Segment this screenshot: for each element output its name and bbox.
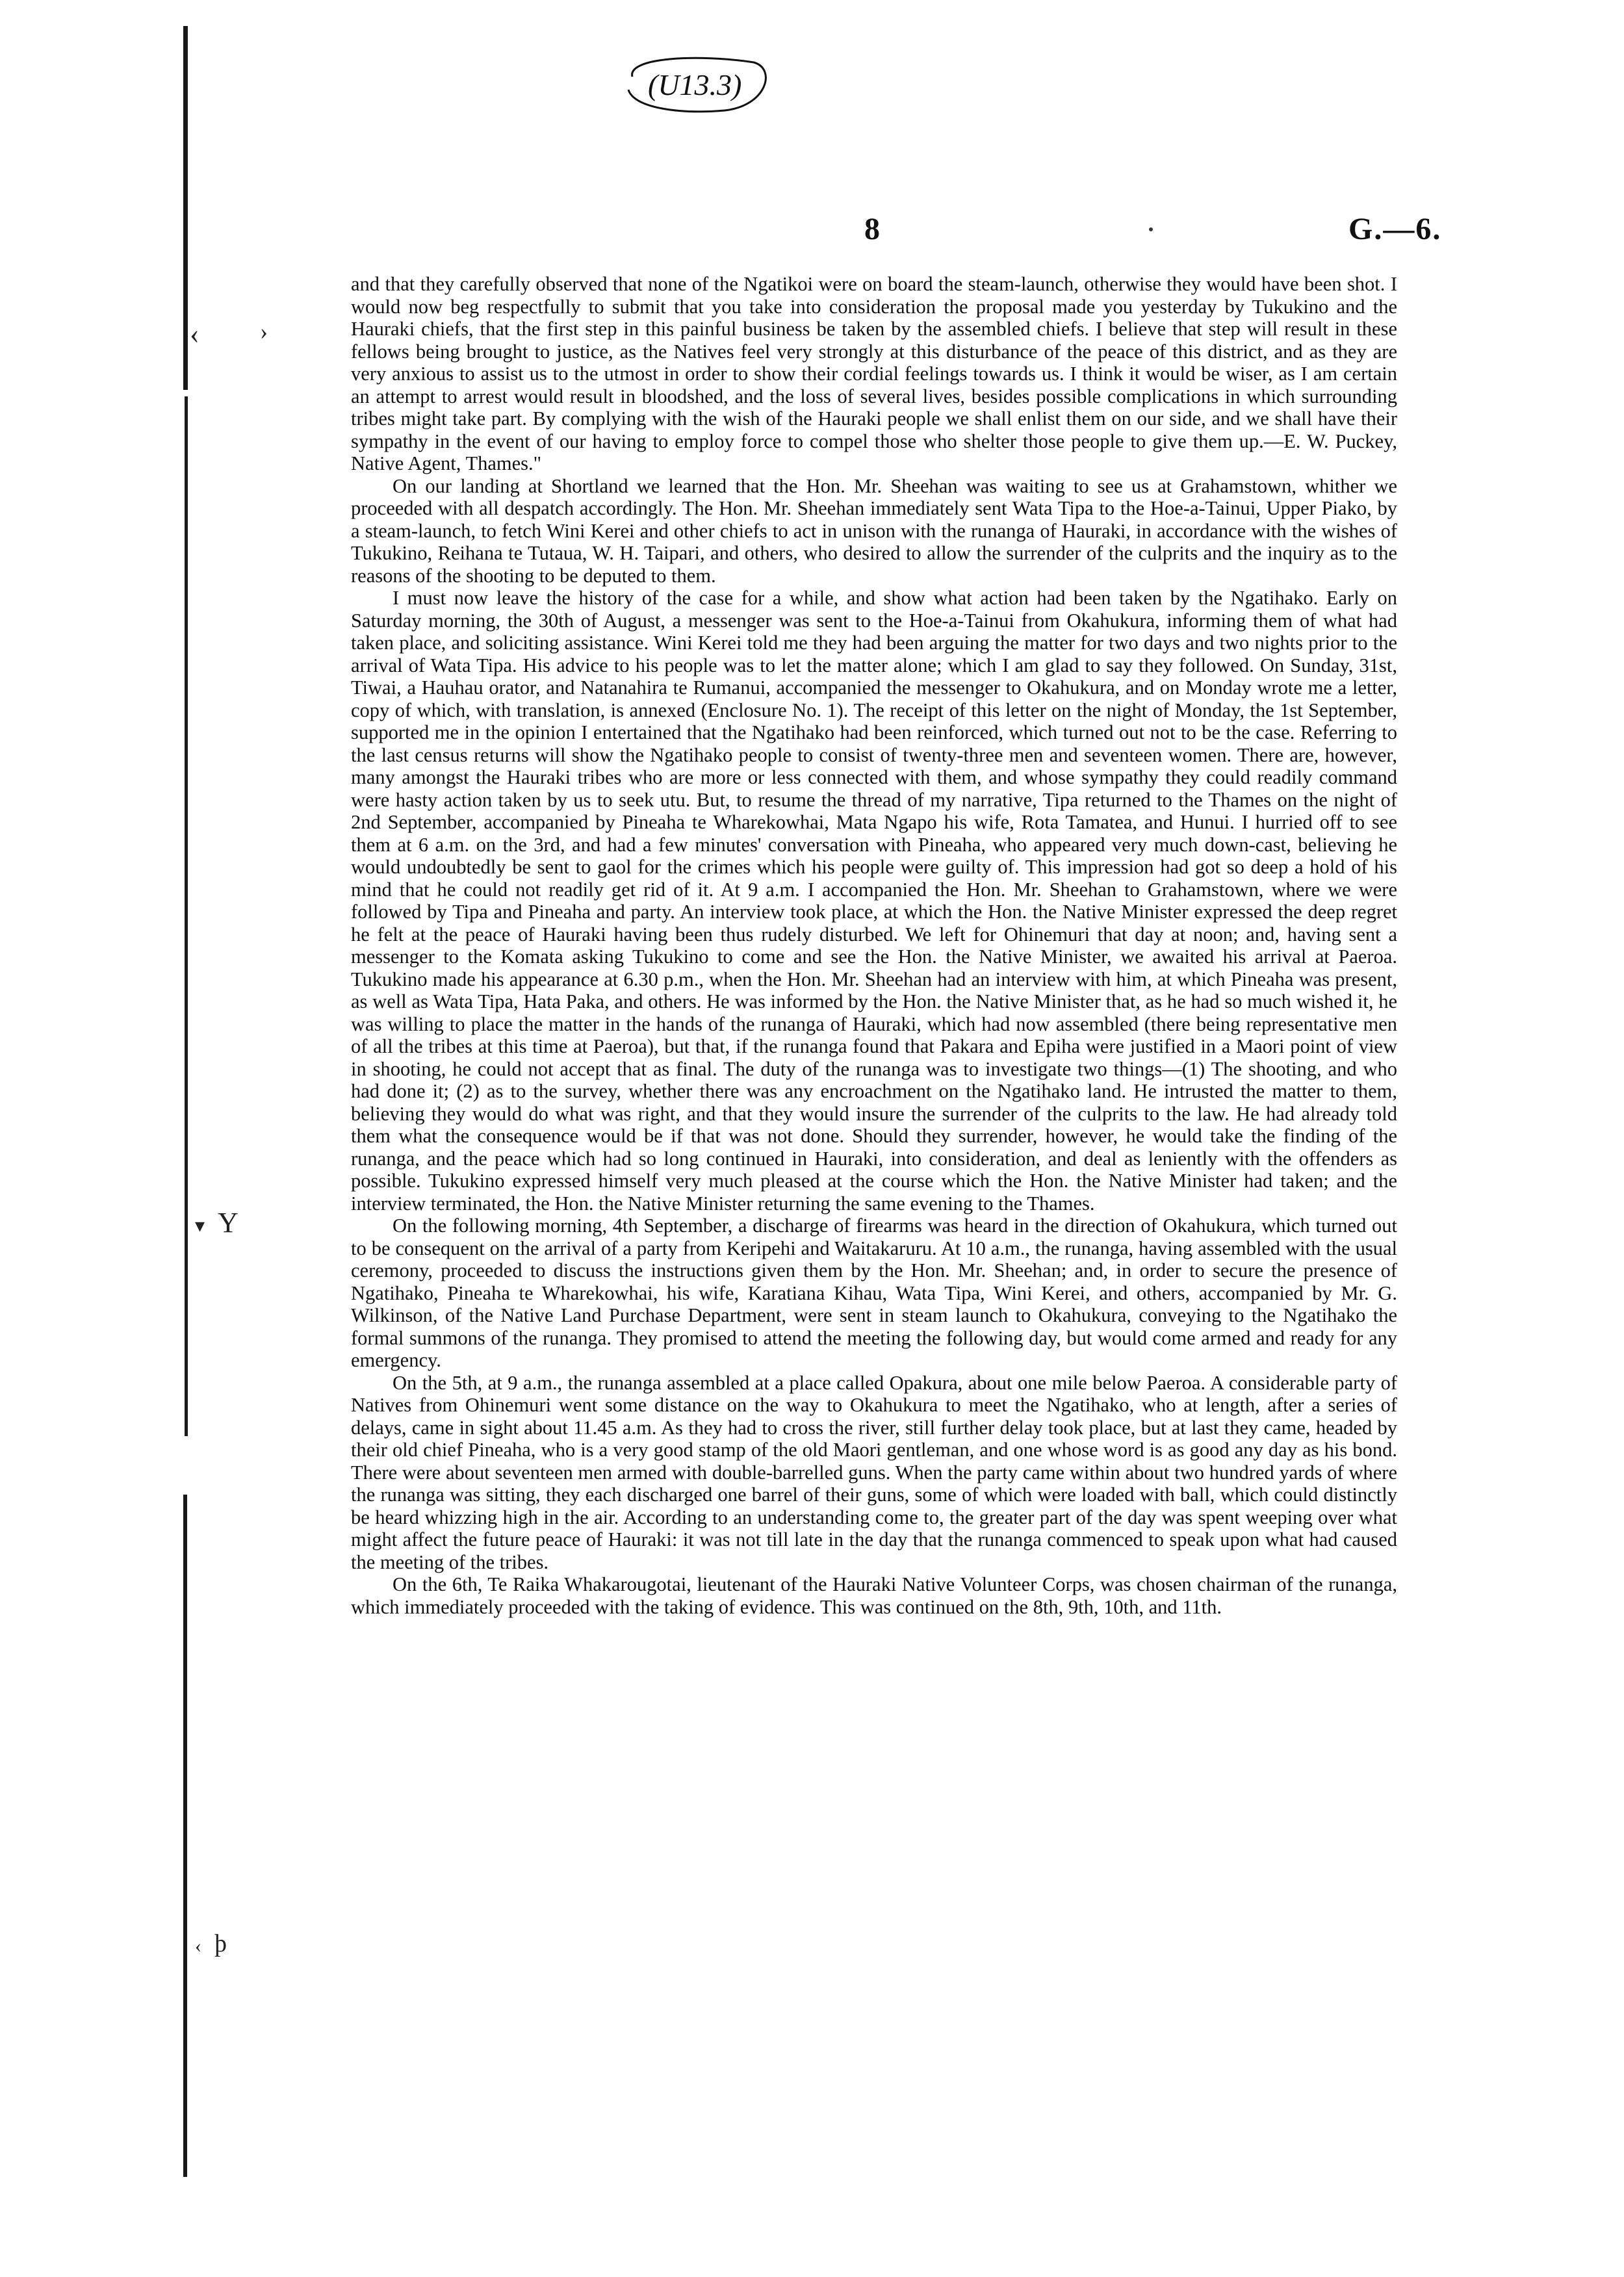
header-dot-mark xyxy=(1149,227,1153,231)
scan-binding-edge-bottom xyxy=(183,1495,187,2177)
document-reference: G.—6. xyxy=(1348,212,1442,246)
margin-arrow-down-mark: ▾ xyxy=(195,1215,205,1237)
margin-y-mark: Y xyxy=(218,1207,238,1239)
margin-arrow-left-mark: ‹ xyxy=(190,318,200,350)
document-body xyxy=(351,273,1397,1618)
handwritten-reference xyxy=(621,51,770,116)
handwritten-reference-text: (U13.3) xyxy=(648,68,742,101)
margin-b-mark: þ xyxy=(214,1930,227,1957)
scan-binding-edge-top xyxy=(183,26,188,390)
margin-arrow-right-mark: › xyxy=(260,318,268,344)
paragraph: I must now leave the history of the case for a while, and show what action had been taken by the Ngatihako. Early on Saturday morning, the 30th of August, a messenger was sent to the Hoe-a-Tainui from Okahukura, informing them of what had taken place, and soliciting assistance. Wini Kerei told me they had been arguing the matter for two days and two nights prior to the arrival of Wata Tipa. His advice to his people was to let the matter alone; which I am glad to say they followed. On Sunday, 31st, Tiwai, a Hauhau orator, and Natanahira te Rumanui, accompanied the messenger to Okahukura, and on Monday wrote me a letter, copy of which, with translation, is annexed (Enclosure No. 1). The receipt of this letter on the night of Monday, the 1st September, supported me in the opinion I entertained that the Ngatihako had been reinforced, which turned out not to be the case. Referring to the last census returns will show the Ngatihako people to consist of twenty-three men and seventeen women. There are, however, many amongst the Hauraki tribes who are more or less connected with them, and whose sympathy they could readily command were hasty action taken by us to seek utu. But, to resume the thread of my narrative, Tipa returned to the Thames on the night of 2nd September, accompanied by Pineaha te Wharekowhai, Mata Ngapo his wife, Rota Tamatea, and Hunui. I hurried off to see them at 6 a.m. on the 3rd, and had a few minutes' conversation with Pineaha, who appeared very much down-cast, believing he would undoubtedly be sent to gaol for the crimes which his people were guilty of. This impression had got so deep a hold of his mind that he could not readily get rid of it. At 9 a.m. I accompanied the Hon. Mr. Sheehan to Grahamstown, where we were followed by Tipa and Pineaha and party. An interview took place, at which the Hon. the Native Minister expressed the deep regret he felt at the peace of Hauraki having been thus rudely disturbed. We left for Ohinemuri that day at noon; and, having sent a messenger to the Komata asking Tukukino to come and see the Hon. the Native Minister, we awaited his arrival at Paeroa. Tukukino made his appearance at 6.30 p.m., when the Hon. Mr. Sheehan had an interview with him, at which Pineaha was present, as well as Wata Tipa, Hata Paka, and others. He was informed by the Hon. the Native Minister that, as he had so much wished it, he was willing to place the matter in the hands of the runanga of Hauraki, which had now assembled (there being representative men of all the tribes at this time at Paeroa), but that, if the runanga found that Pakara and Epiha were justified in a Maori point of view in shooting, he could not accept that as final. The duty of the runanga was to investigate two things—(1) The shooting, and who had done it; (2) as to the survey, whether there was any encroachment on the Ngatihako land. He intrusted the matter to them, believing they would do what was right, and that they would insure the surrender of the culprits to the law. He had already told them what the consequence would be if that was not done. Should they surrender, however, he would take the finding of the runanga, and the peace which had so long continued in Hauraki, into consideration, and deal as leniently with the offenders as possible. Tukukino expressed himself very much pleased at the course which the Hon. the Native Minister had taken; and the interview terminated, the Hon. the Native Minister returning the same evening to the Thames. xyxy=(351,587,1397,1215)
scan-binding-edge-middle xyxy=(185,396,188,1436)
paragraph: On the following morning, 4th September, a discharge of firearms was heard in the direction of Okahukura, which turned out to be consequent on the arrival of a party from Keripehi and Waitakaruru. At 10 a.m., the runanga, having assembled with the usual ceremony, proceeded to discuss the instructions given them by the Hon. Mr. Sheehan; and, in order to secure the presence of Ngatihako, Pineaha te Wharekowhai, his wife, Karatiana Kihau, Wata Tipa, Wini Kerei, and others, accompanied by Mr. G. Wilkinson, of the Native Land Purchase Department, were sent in steam launch to Okahukura, conveying to the Ngatihako the formal summons of the runanga. They promised to attend the meeting the following day, but would come armed and ready for any emergency. xyxy=(351,1215,1397,1371)
paragraph: and that they carefully observed that none of the Ngatikoi were on board the steam-launch, otherwise they would have been shot. I would now beg respectfully to submit that you take into consideration the proposal made you yesterday by Tukukino and the Hauraki chiefs, that the first step in this painful business be taken by the assembled chiefs. I believe that step will result in these fellows being brought to justice, as the Natives feel very strongly at this disturbance of the peace of this district, and as they are very anxious to assist us to the utmost in order to show their cordial feelings towards us. I think it would be wiser, as I am certain an attempt to arrest would result in bloodshed, and the loss of several lives, besides possible complications in which surrounding tribes might take part. By complying with the wish of the Hauraki people we shall enlist them on our side, and we shall have their sympathy in the event of our having to employ force to compel those who shelter those people to give them up.—E. W. Puckey, Native Agent, Thames." xyxy=(351,273,1397,474)
margin-dot-mark: ‹ xyxy=(195,1935,201,1957)
paragraph: On our landing at Shortland we learned that the Hon. Mr. Sheehan was waiting to see us at Grahamstown, whither we proceeded with all despatch accordingly. The Hon. Mr. Sheehan immediately sent Wata Tipa to the Hoe-a-Tainui, Upper Piako, by a steam-launch, to fetch Wini Kerei and other chiefs to act in unison with the runanga of Hauraki, in accordance with the wishes of Tukukino, Reihana te Tutaua, W. H. Taipari, and others, who desired to allow the surrender of the culprits and the inquiry as to the reasons of the shooting to be deputed to them. xyxy=(351,474,1397,587)
page-number: 8 xyxy=(864,212,880,246)
paragraph: On the 5th, at 9 a.m., the runanga assembled at a place called Opakura, about one mile below Paeroa. A considerable party of Natives from Ohinemuri went some distance on the way to Okahukura to meet the Ngatihako, who at length, after a series of delays, came in sight about 11.45 a.m. As they had to cross the river, still further delay took place, but at last they came, headed by their old chief Pineaha, who is a very good stamp of the old Maori gentleman, and one whose word is as good any day as his bond. There were about seventeen men armed with double-barrelled guns. When the party came within about two hundred yards of where the runanga was sitting, they each discharged one barrel of their guns, some of which were loaded with ball, which could distinctly be heard whizzing high in the air. According to an understanding come to, the greater part of the day was spent weeping over what might affect the future peace of Hauraki: it was not till late in the day that the runanga commenced to speak upon what had caused the meeting of the tribes. xyxy=(351,1371,1397,1573)
paragraph: On the 6th, Te Raika Whakarougotai, lieutenant of the Hauraki Native Volunteer Corps, was chosen chairman of the runanga, which immediately proceeded with the taking of evidence. This was continued on the 8th, 9th, 10th, and 11th. xyxy=(351,1573,1397,1618)
handwritten-reference-circle xyxy=(621,51,770,116)
